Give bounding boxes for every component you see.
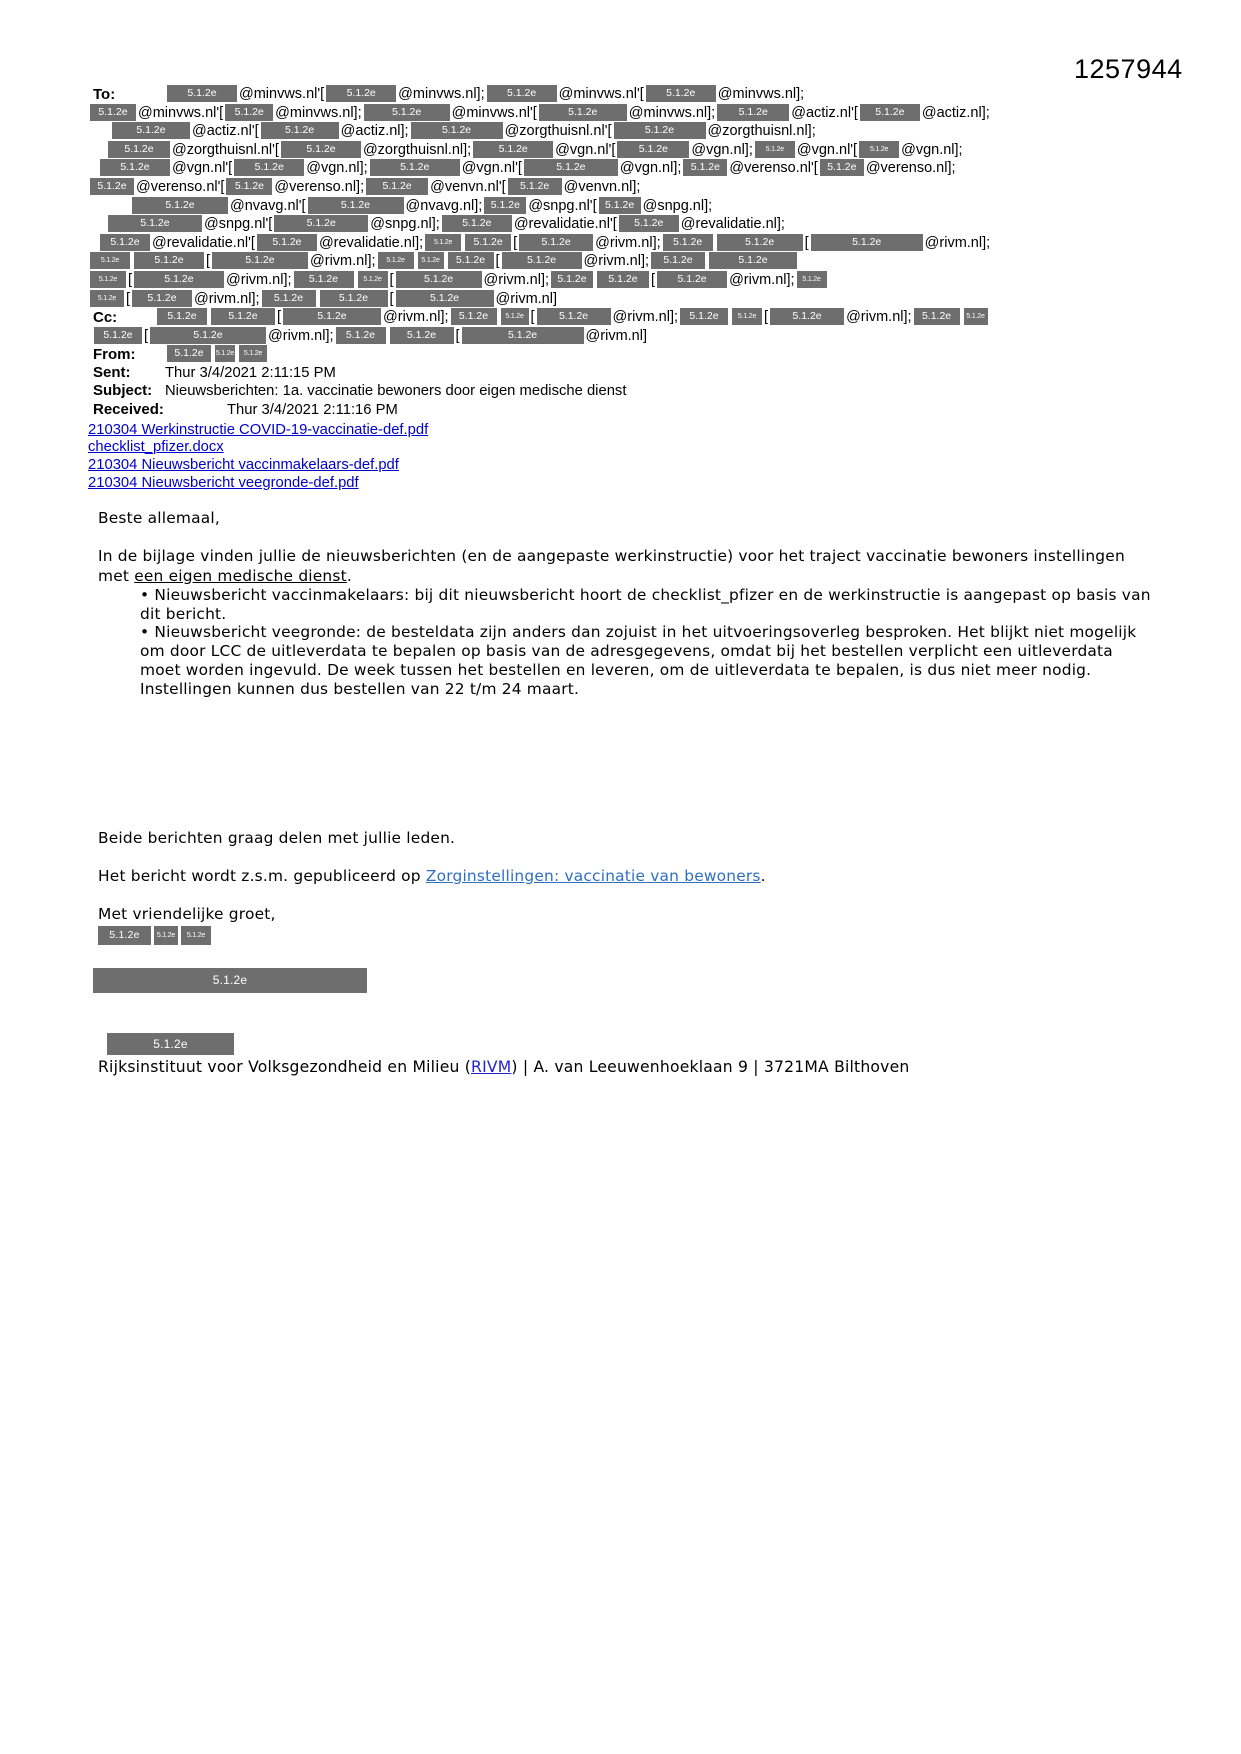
recipient-text: @vgn.nl'[ [172,160,233,177]
redaction-box: 5.1.2e [108,215,202,232]
redaction-box: 5.1.2e [358,271,388,288]
redaction-box: 5.1.2e [364,104,450,121]
attachment-link[interactable]: 210304 Nieuwsbericht vaccinmakelaars-def.pdf [88,456,399,473]
redaction-box: 5.1.2e [770,308,844,325]
cc-recipient-lines [88,308,1208,345]
redaction-box: 5.1.2e [396,271,482,288]
publish-paragraph [98,867,1158,886]
recipient-line [88,327,1208,346]
recipient-text: [ [764,309,769,326]
redaction-box: 5.1.2e [597,271,649,288]
redaction-box: 5.1.2e [396,290,494,307]
recipient-line [88,178,1208,197]
to-field [88,85,1208,308]
redaction-box: 5.1.2e [811,234,923,251]
redaction-box: 5.1.2e [914,308,960,325]
sent-row [88,364,1208,382]
redaction-box: 5.1.2e [964,308,988,325]
attachment-link[interactable]: checklist_pfizer.docx [88,439,224,456]
recipient-text: @rivm.nl]; [268,327,334,344]
recipient-text: [ [513,234,518,251]
recipient-text: @zorgthuisnl.nl'[ [172,141,279,158]
recipient-text: @rivm.nl]; [729,271,795,288]
redaction-box: 5.1.2e [859,141,899,158]
intro-tail: . [346,566,352,585]
signature-redaction-row [98,926,1158,946]
recipient-text: @vgn.nl]; [901,141,963,158]
from-line [88,345,1208,364]
recipient-line [88,234,1208,253]
redaction-box: 5.1.2e [234,159,304,176]
redaction-box: 5.1.2e [425,234,461,251]
redaction-box: 5.1.2e [366,178,428,195]
recipient-text: @actiz.nl]; [921,104,990,121]
recipient-line [88,271,1208,290]
recipient-text: @snpg.nl]; [642,197,713,214]
recipient-text: @revalidatie.nl]; [318,234,424,251]
signature-bar-redaction: 5.1.2e [93,968,367,993]
signature-box-redaction: 5.1.2e [107,1033,234,1055]
recipient-text: @rivm.nl]; [612,309,679,326]
redaction-box: 5.1.2e [539,104,627,121]
attachment-link[interactable]: 210304 Nieuwsbericht veegronde-def.pdf [88,474,359,491]
redaction-box: 5.1.2e [717,234,803,251]
recipient-line [88,85,1208,104]
redaction-box: 5.1.2e [378,252,414,269]
redaction-box: 5.1.2e [537,308,611,325]
recipient-text: @venvn.nl]; [563,178,641,195]
recipient-text: @rivm.nl] [495,290,557,307]
recipient-line [98,926,1158,946]
redaction-box: 5.1.2e [336,327,386,344]
subject-row [88,382,1208,400]
cc-label: Cc: [93,309,118,327]
email-content [88,85,1208,1077]
redaction-box: 5.1.2e [167,345,211,362]
redaction-box: 5.1.2e [134,252,204,269]
publish-text: Het bericht wordt z.s.m. gepubliceerd op [98,866,426,885]
recipient-text: @rivm.nl] [585,327,647,344]
from-label: From: [93,346,136,364]
redaction-box: 5.1.2e [390,327,454,344]
redaction-box: 5.1.2e [797,271,827,288]
recipient-text: @rivm.nl]; [194,290,260,307]
redaction-box: 5.1.2e [646,85,716,102]
recipient-text: @verenso.nl]; [865,160,956,177]
redaction-box: 5.1.2e [370,159,460,176]
recipient-text: @snpg.nl]; [370,216,440,233]
recipient-text: @minvws.nl'[ [138,104,224,121]
redaction-box: 5.1.2e [651,252,705,269]
recipient-text: [ [389,290,394,307]
recipient-text: @vgn.nl]; [306,160,368,177]
recipient-line [88,141,1208,160]
recipient-text: @minvws.nl]; [275,104,362,121]
subject-value: Nieuwsberichten: 1a. vaccinatie bewoners door eigen medische dienst [165,383,627,400]
recipient-text: @zorgthuisnl.nl]; [362,141,472,158]
recipient-text: @snpg.nl'[ [528,197,597,214]
bullet-item: • Nieuwsbericht vaccinmakelaars: bij dit nieuwsbericht hoort de checklist_pfizer en de werkinstructie is aangepast op basis van dit bericht. [98,586,1158,624]
to-label: To: [93,86,116,103]
recipient-text: @rivm.nl]; [924,234,991,251]
to-recipient-lines [88,85,1208,308]
redaction-box: 5.1.2e [680,308,728,325]
redaction-box: 5.1.2e [239,345,267,362]
redaction-box: 5.1.2e [154,926,178,945]
redaction-box: 5.1.2e [614,122,706,139]
redaction-box: 5.1.2e [448,252,494,269]
redaction-box: 5.1.2e [663,234,713,251]
redaction-box: 5.1.2e [418,252,444,269]
redaction-box: 5.1.2e [502,252,582,269]
received-value: Thur 3/4/2021 2:11:16 PM [227,401,398,418]
redaction-box: 5.1.2e [94,327,142,344]
recipient-text: @nvavg.nl'[ [230,197,306,214]
sent-label: Sent: [93,363,131,381]
recipient-text: [ [651,271,656,288]
redaction-box: 5.1.2e [132,290,192,307]
recipient-text: [ [126,290,131,307]
bullet-item: • Nieuwsbericht veegronde: de besteldata zijn anders dan zojuist in het uitvoeringsoverleg besproken. Het blijkt niet mogelijk om door LCC de uitleverdata te bepalen op basis van de adresgegevens, omdat bij het bestellen verplicht een uitleverdata moet worden ingevuld. De week tussen het bestellen en leveren, om de uitleverdata te bepalen, is dus niet meer nodig. Instellingen kunnen dus bestellen van 22 t/m 24 maart. [98,623,1158,698]
recipient-line [88,197,1208,216]
attachments-list [88,422,1208,492]
recipient-text: @snpg.nl'[ [204,216,273,233]
recipient-text: @rivm.nl]; [483,271,550,288]
recipient-text: @verenso.nl'[ [136,178,225,195]
recipient-text: @vgn.nl'[ [796,141,858,158]
recipient-text: @vgn.nl'[ [555,141,616,158]
redaction-box: 5.1.2e [860,104,920,121]
recipient-line [88,122,1208,141]
redaction-box: 5.1.2e [294,271,354,288]
recipient-text: @vgn.nl]; [691,141,753,158]
redaction-box: 5.1.2e [181,926,211,945]
recipient-text: @minvws.nl'[ [451,104,537,121]
publish-tail: . [760,866,766,885]
recipient-line [88,159,1208,178]
redaction-box: 5.1.2e [112,122,190,139]
redaction-box: 5.1.2e [657,271,727,288]
redaction-box: 5.1.2e [132,197,228,214]
recipient-text: @vgn.nl]; [619,160,682,177]
redaction-box: 5.1.2e [167,85,237,102]
redaction-box: 5.1.2e [262,290,316,307]
redaction-box: 5.1.2e [100,159,170,176]
recipient-text: @minvws.nl'[ [239,86,325,102]
redaction-box: 5.1.2e [98,926,151,945]
closing: Met vriendelijke groet, [98,904,276,923]
recipient-text: @revalidatie.nl]; [680,216,785,233]
recipient-line [88,252,1208,271]
redaction-box: 5.1.2e [211,308,275,325]
recipient-text: @minvws.nl'[ [558,86,644,102]
recipient-text: @rivm.nl]; [595,234,661,251]
intro-paragraph [98,547,1158,585]
bullet-list [98,586,1158,699]
subject-label: Subject: [93,382,153,400]
recipient-text: [ [128,271,133,288]
recipient-text: @actiz.nl]; [340,123,409,140]
recipient-text: @nvavg.nl]; [405,197,483,214]
footer-org-post: ) | A. van Leeuwenhoeklaan 9 | 3721MA Bilthoven [511,1058,910,1077]
recipient-text: [ [495,253,500,270]
recipient-text: [ [455,327,460,344]
received-label: Received: [93,400,164,418]
redaction-box: 5.1.2e [100,234,150,251]
redaction-box: 5.1.2e [261,122,339,139]
recipient-text: @actiz.nl'[ [791,104,858,121]
redaction-box: 5.1.2e [257,234,317,251]
attachment-link[interactable]: 210304 Werkinstructie COVID-19-vaccinatie-def.pdf [88,421,429,438]
share-paragraph: Beide berichten graag delen met jullie leden. [98,828,456,847]
redaction-box: 5.1.2e [619,215,679,232]
recipient-line [88,345,1208,364]
sent-value: Thur 3/4/2021 2:11:15 PM [165,364,336,381]
redaction-box: 5.1.2e [157,308,207,325]
redaction-box: 5.1.2e [484,197,526,214]
redaction-box: 5.1.2e [108,141,170,158]
redaction-box: 5.1.2e [281,141,361,158]
redaction-box: 5.1.2e [90,271,126,288]
recipient-text: @rivm.nl]; [846,309,912,326]
recipient-text: @verenso.nl]; [274,178,365,195]
redaction-box: 5.1.2e [90,252,130,269]
email-body [98,509,1158,1077]
recipient-text: [ [277,309,282,326]
recipient-text: @actiz.nl'[ [192,123,259,140]
recipient-text: @revalidatie.nl'[ [513,216,617,233]
recipient-line [88,104,1208,123]
redaction-box: 5.1.2e [451,308,497,325]
recipient-text: [ [530,309,535,326]
underlined-phrase: een eigen medische dienst [134,566,347,585]
redaction-box: 5.1.2e [524,159,618,176]
redaction-box: 5.1.2e [308,197,404,214]
redaction-box: 5.1.2e [717,104,789,121]
recipient-text: @rivm.nl]; [310,253,376,270]
redaction-box: 5.1.2e [225,104,273,121]
recipient-text: @zorgthuisnl.nl'[ [504,123,612,140]
footer-org-pre: Rijksinstituut voor Volksgezondheid en Milieu ( [98,1058,472,1077]
redaction-box: 5.1.2e [134,271,224,288]
recipient-text: @venvn.nl'[ [430,178,506,195]
redaction-box: 5.1.2e [755,141,795,158]
redaction-box: 5.1.2e [473,141,553,158]
recipient-text: @rivm.nl]; [383,309,449,326]
recipient-text: [ [389,271,394,288]
recipient-line [88,215,1208,234]
recipient-text: [ [804,234,809,251]
redaction-box: 5.1.2e [487,85,557,102]
redaction-box: 5.1.2e [820,159,864,176]
rivm-link[interactable]: RIVM [471,1058,512,1077]
recipient-text: @verenso.nl'[ [729,160,818,177]
recipient-text: @minvws.nl]; [717,86,805,102]
recipient-text: [ [144,327,149,344]
intro-text: In de bijlage vinden jullie de nieuwsberichten (en de aangepaste werkinstructie) voor het traject vaccinatie bewoners instellingen met [98,547,1125,585]
recipient-text: @revalidatie.nl'[ [152,234,255,251]
recipient-text: @zorgthuisnl.nl]; [707,123,816,140]
redaction-box: 5.1.2e [212,252,308,269]
recipient-text: [ [206,253,211,270]
redaction-box: 5.1.2e [508,178,562,195]
recipient-text: @vgn.nl'[ [461,160,522,177]
redaction-box: 5.1.2e [283,308,381,325]
from-field [88,345,1208,364]
received-row [88,401,1208,419]
publish-link[interactable]: Zorginstellingen: vaccinatie van bewoners [425,866,761,885]
redaction-box: 5.1.2e [551,271,593,288]
recipient-line [88,308,1208,327]
redaction-box: 5.1.2e [274,215,368,232]
document-number: 1257944 [1074,54,1183,84]
redaction-box: 5.1.2e [215,345,235,362]
recipient-text: @rivm.nl]; [583,253,650,270]
cc-field [88,308,1208,345]
redaction-box: 5.1.2e [519,234,593,251]
redaction-box: 5.1.2e [320,290,388,307]
redaction-box: 5.1.2e [683,159,727,176]
redaction-box: 5.1.2e [732,308,762,325]
redaction-box: 5.1.2e [501,308,529,325]
redaction-box: 5.1.2e [599,197,641,214]
redaction-box: 5.1.2e [462,327,584,344]
redaction-box: 5.1.2e [326,85,396,102]
redaction-box: 5.1.2e [411,122,503,139]
redaction-box: 5.1.2e [617,141,689,158]
recipient-text: @minvws.nl]; [628,104,716,121]
redaction-box: 5.1.2e [90,290,124,307]
redaction-box: 5.1.2e [465,234,511,251]
greeting: Beste allemaal, [98,509,220,528]
recipient-text: @rivm.nl]; [226,271,292,288]
footer-line [98,1058,1158,1077]
recipient-text: @minvws.nl]; [398,86,485,102]
redaction-box: 5.1.2e [709,252,797,269]
redaction-box: 5.1.2e [442,215,512,232]
recipient-line [88,290,1208,309]
redaction-box: 5.1.2e [90,178,134,195]
redaction-box: 5.1.2e [226,178,272,195]
redaction-box: 5.1.2e [150,327,266,344]
redaction-box: 5.1.2e [90,104,136,121]
